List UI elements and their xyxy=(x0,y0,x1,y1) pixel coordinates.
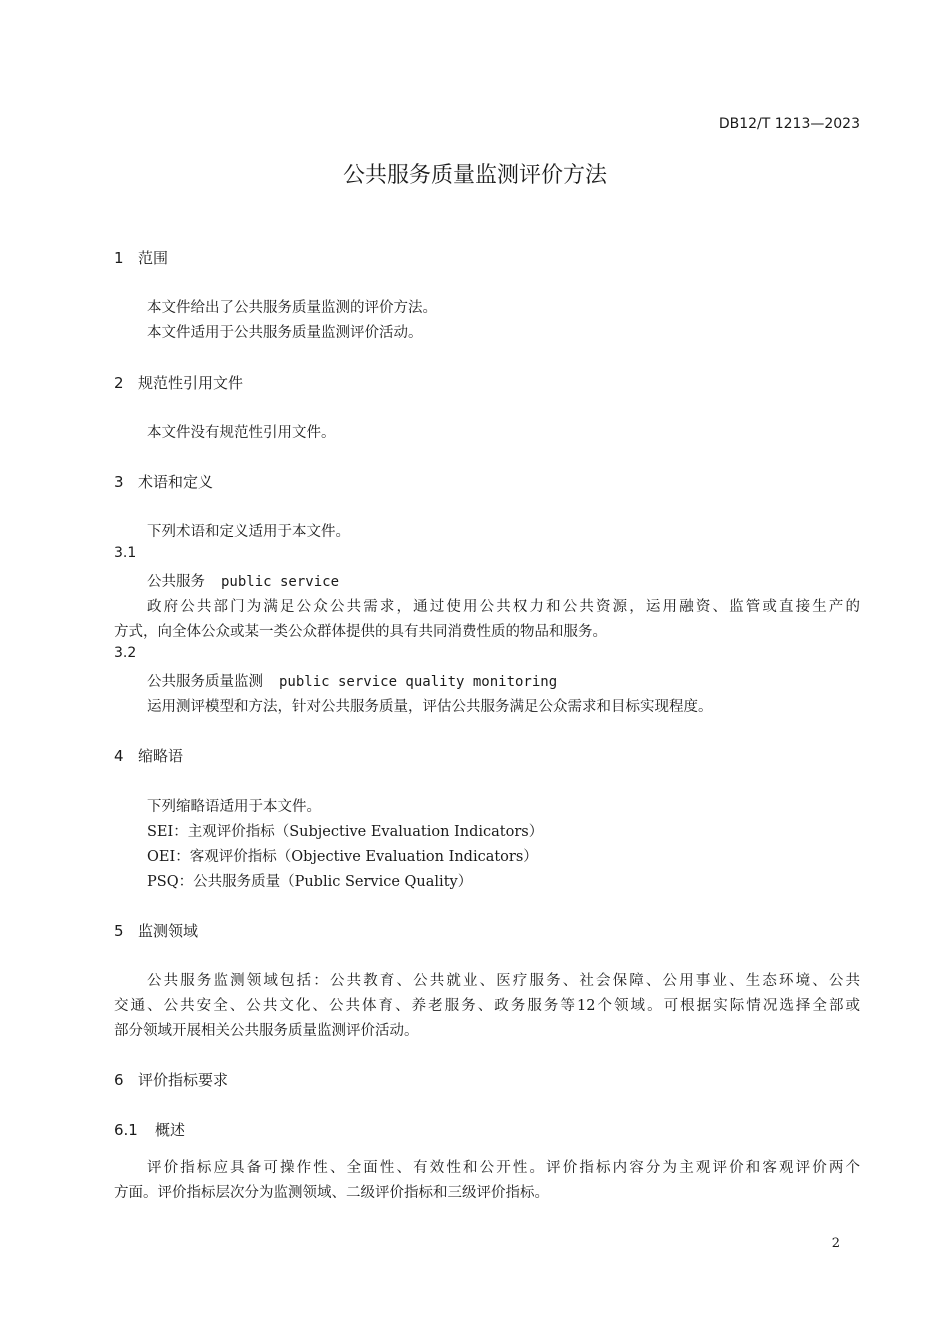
paragraph: 评价指标应具备可操作性、全面性、有效性和公开性。评价指标内容分为主观评价和客观评价两个 xyxy=(147,1160,860,1176)
section-title: 监测领域 xyxy=(138,922,199,940)
paragraph: 本文件给出了公共服务质量监测的评价方法。 xyxy=(147,300,437,316)
paragraph: 交通、公共安全、公共文化、公共体育、养老服务、政务服务等12个领域。可根据实际情况选择全部或 xyxy=(114,998,860,1014)
abbreviation-psq: PSQ：公共服务质量（Public Service Quality） xyxy=(147,874,473,890)
section-4-heading xyxy=(114,745,183,766)
section-2-heading xyxy=(114,372,243,393)
paragraph: 下列术语和定义适用于本文件。 xyxy=(147,524,350,540)
paragraph: 政府公共部门为满足公众公共需求，通过使用公共权力和公共资源，运用融资、监管或直接生产的 xyxy=(147,599,860,615)
term-chinese: 公共服务 xyxy=(147,574,205,590)
paragraph: 方面。评价指标层次分为监测领域、二级评价指标和三级评价指标。 xyxy=(114,1185,549,1201)
paragraph: 本文件适用于公共服务质量监测评价活动。 xyxy=(147,325,423,341)
section-title: 规范性引用文件 xyxy=(138,374,244,392)
paragraph: 方式，向全体公众或某一类公众群体提供的具有共同消费性质的物品和服务。 xyxy=(114,624,607,640)
section-number: 2 xyxy=(114,374,124,392)
section-title: 范围 xyxy=(138,249,169,267)
paragraph: 部分领域开展相关公共服务质量监测评价活动。 xyxy=(114,1023,419,1039)
section-title: 评价指标要求 xyxy=(138,1071,229,1089)
subsection-title: 概述 xyxy=(155,1121,186,1139)
term-number: 3.1 xyxy=(114,545,137,561)
section-title: 缩略语 xyxy=(138,747,184,765)
term-english: public service xyxy=(221,574,340,590)
paragraph: 下列缩略语适用于本文件。 xyxy=(147,799,321,815)
section-number: 4 xyxy=(114,747,124,765)
section-number: 3 xyxy=(114,473,124,491)
term-heading xyxy=(147,670,557,691)
page-number: 2 xyxy=(831,1236,840,1251)
abbreviation-sei: SEI：主观评价指标（Subjective Evaluation Indicators） xyxy=(147,824,544,840)
document-code: DB12/T 1213—2023 xyxy=(718,116,860,132)
section-1-heading xyxy=(114,247,168,268)
paragraph: 公共服务监测领域包括：公共教育、公共就业、医疗服务、社会保障、公用事业、生态环境、公共 xyxy=(147,973,860,989)
section-number: 6 xyxy=(114,1071,124,1089)
section-3-heading xyxy=(114,471,213,492)
page-title: 公共服务质量监测评价方法 xyxy=(342,163,607,188)
section-6-heading xyxy=(114,1069,228,1090)
subsection-number: 6.1 xyxy=(114,1121,138,1139)
section-number: 1 xyxy=(114,249,124,267)
term-english: public service quality monitoring xyxy=(279,674,558,690)
abbreviation-oei: OEI：客观评价指标（Objective Evaluation Indicators） xyxy=(147,849,538,865)
term-chinese: 公共服务质量监测 xyxy=(147,674,263,690)
section-title: 术语和定义 xyxy=(138,473,214,491)
subsection-6-1-heading xyxy=(114,1119,185,1140)
paragraph: 本文件没有规范性引用文件。 xyxy=(147,425,336,441)
term-heading xyxy=(147,570,339,591)
section-5-heading xyxy=(114,920,198,941)
term-number: 3.2 xyxy=(114,645,137,661)
section-number: 5 xyxy=(114,922,124,940)
paragraph: 运用测评模型和方法，针对公共服务质量，评估公共服务满足公众需求和目标实现程度。 xyxy=(147,699,713,715)
